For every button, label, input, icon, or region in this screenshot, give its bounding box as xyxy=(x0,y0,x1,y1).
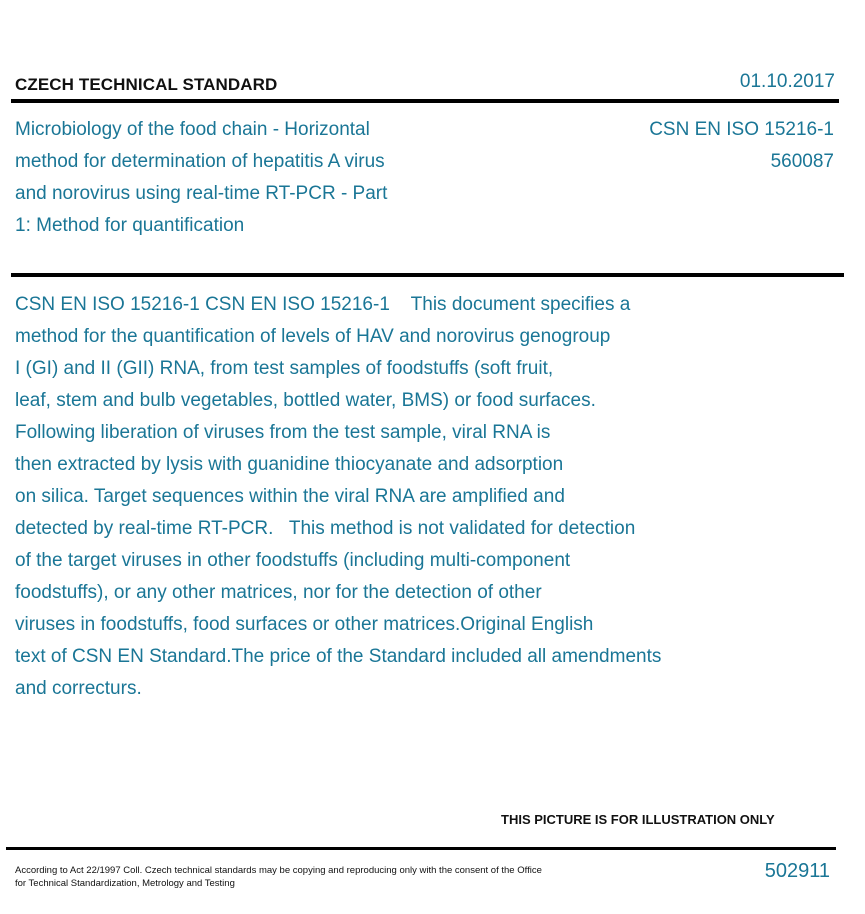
legal-notice xyxy=(15,864,595,890)
abstract-line: text of CSN EN Standard.The price of the Standard included all amendments xyxy=(15,646,662,667)
legal-notice-line: According to Act 22/1997 Coll. Czech technical standards may be copying and reproducing only with the consent of the Office xyxy=(15,865,542,876)
abstract-line: then extracted by lysis with guanidine thiocyanate and adsorption xyxy=(15,454,564,475)
abstract-line: viruses in foodstuffs, food surfaces or other matrices.Original English xyxy=(15,614,594,635)
abstract-text xyxy=(15,289,775,705)
abstract-line: foodstuffs), or any other matrices, nor for the detection of other xyxy=(15,582,542,603)
standard-title-line: Microbiology of the food chain - Horizontal xyxy=(15,119,370,140)
standard-identifiers xyxy=(649,114,834,178)
abstract-line: method for the quantification of levels of HAV and norovirus genogroup xyxy=(15,326,611,347)
legal-notice-line: for Technical Standardization, Metrology and Testing xyxy=(15,878,235,889)
abstract-line: Following liberation of viruses from the test sample, viral RNA is xyxy=(15,422,551,443)
abstract-line: of the target viruses in other foodstuffs (including multi-component xyxy=(15,550,571,571)
title-divider xyxy=(11,273,844,277)
abstract-line: CSN EN ISO 15216-1 CSN EN ISO 15216-1 This document specifies a xyxy=(15,294,631,315)
standard-title-line: and norovirus using real-time RT-PCR - Part xyxy=(15,183,388,204)
standard-number: CSN EN ISO 15216-1 xyxy=(649,119,834,140)
abstract-line: leaf, stem and bulb vegetables, bottled water, BMS) or food surfaces. xyxy=(15,390,596,411)
standard-title xyxy=(15,114,455,242)
issue-date: 01.10.2017 xyxy=(739,71,835,92)
illustration-disclaimer: THIS PICTURE IS FOR ILLUSTRATION ONLY xyxy=(501,812,775,827)
catalog-number: 560087 xyxy=(770,151,834,172)
standard-title-line: method for determination of hepatitis A virus xyxy=(15,151,385,172)
standard-title-line: 1: Method for quantification xyxy=(15,215,245,236)
abstract-line: I (GI) and II (GII) RNA, from test samples of foodstuffs (soft fruit, xyxy=(15,358,554,379)
document-type-heading: CZECH TECHNICAL STANDARD xyxy=(15,75,278,94)
abstract-line: detected by real-time RT-PCR. This method is not validated for detection xyxy=(15,518,636,539)
header-divider xyxy=(11,99,839,103)
product-code: 502911 xyxy=(764,860,830,882)
abstract-line: on silica. Target sequences within the viral RNA are amplified and xyxy=(15,486,565,507)
abstract-line: and correcturs. xyxy=(15,678,142,699)
footer-divider xyxy=(6,847,836,850)
